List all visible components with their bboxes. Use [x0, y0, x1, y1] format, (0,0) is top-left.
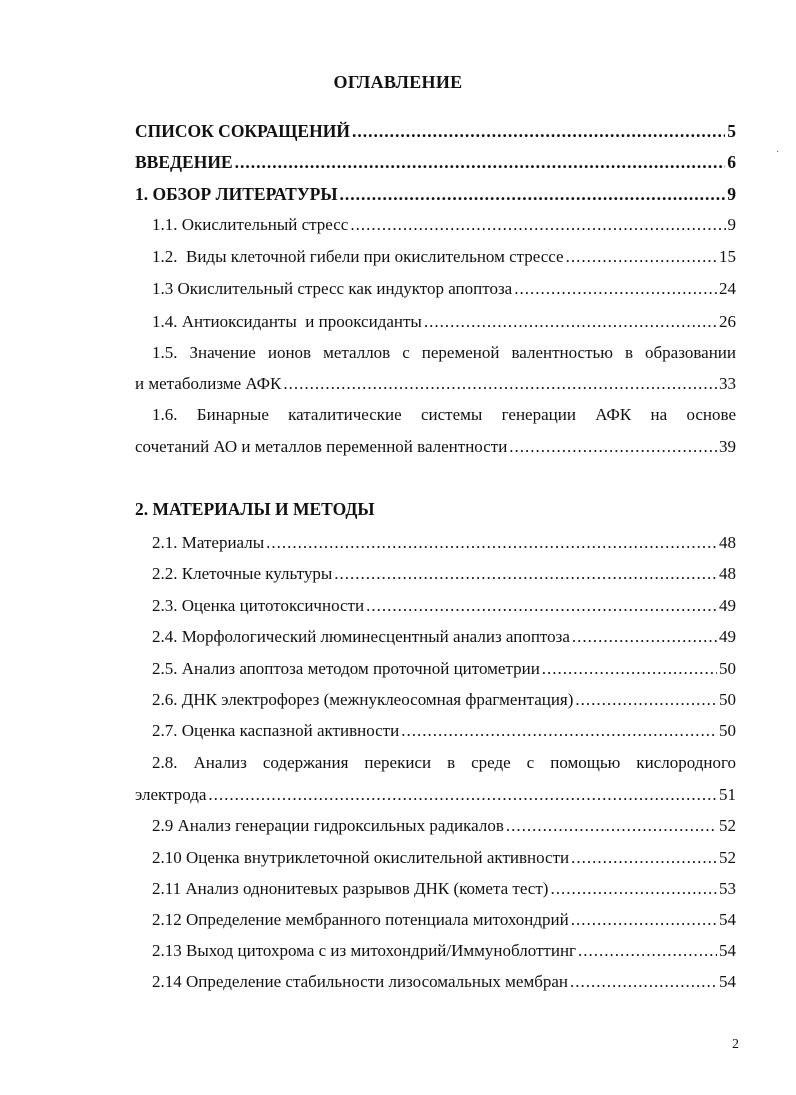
toc-entry-1-1[interactable] [152, 215, 736, 235]
margin-mark: · [776, 147, 780, 158]
toc-entry-page: 49 [719, 627, 736, 646]
toc-entry-2-8-line1[interactable]: 2.8. Анализ содержания перекиси в среде с помощью кислородного [152, 753, 736, 772]
toc-leader [266, 533, 717, 553]
toc-leader [340, 184, 726, 204]
toc-leader [366, 596, 717, 616]
toc-entry-2-12[interactable] [152, 910, 736, 930]
toc-leader [401, 721, 717, 741]
toc-entry-1-4[interactable] [152, 312, 736, 332]
toc-entry-page: 54 [719, 910, 736, 929]
toc-entry-abbreviations[interactable] [135, 121, 736, 141]
page-title: ОГЛАВЛЕНИЕ [333, 72, 463, 92]
toc-entry-page: 26 [719, 312, 736, 331]
toc-entry-label: 2.10 Оценка внутриклеточной окислительной активности [152, 848, 570, 867]
toc-leader [334, 564, 717, 584]
toc-entry-label: 2.3. Оценка цитотоксичности [152, 596, 365, 615]
toc-entry-label: 1.4. Антиоксиданты и прооксиданты [152, 312, 422, 331]
toc-entry-section-2[interactable] [135, 499, 736, 519]
toc-entry-label: 1.1. Окислительный стресс [152, 215, 349, 234]
toc-entry-2-9[interactable] [152, 816, 736, 836]
toc-entry-1-6[interactable] [135, 437, 736, 457]
toc-entry-2-6[interactable] [152, 690, 736, 710]
toc-entry-label: 1.2. Виды клеточной гибели при окислительном стрессе [152, 247, 564, 266]
page-number: 2 [732, 1037, 739, 1052]
toc-entry-page: 39 [719, 437, 736, 456]
toc-entry-1-5[interactable] [135, 374, 736, 394]
toc-entry-page: 52 [719, 848, 736, 867]
toc-entry-2-2[interactable] [152, 564, 736, 584]
toc-entry-label: 2.1. Материалы [152, 533, 265, 552]
toc-entry-2-4[interactable] [152, 627, 736, 647]
toc-entry-label: электрода [135, 785, 207, 804]
toc-leader [506, 816, 717, 836]
toc-entry-label: 1. ОБЗОР ЛИТЕРАТУРЫ [135, 184, 338, 204]
toc-entry-page: 54 [719, 941, 736, 960]
toc-entry-2-11[interactable] [152, 879, 736, 899]
toc-leader [235, 152, 726, 172]
toc-entry-page: 24 [719, 279, 736, 298]
toc-entry-page: 9 [727, 184, 736, 204]
toc-entry-page: 48 [719, 564, 736, 583]
toc-leader [350, 215, 725, 235]
toc-entry-label: 2.12 Определение мембранного потенциала митохондрий [152, 910, 569, 929]
toc-entry-2-1[interactable] [152, 533, 736, 553]
toc-entry-2-10[interactable] [152, 848, 736, 868]
toc-entry-page: 9 [727, 215, 736, 234]
toc-entry-page: 54 [719, 972, 736, 991]
toc-leader [578, 941, 717, 961]
toc-entry-label: 2.5. Анализ апоптоза методом проточной цитометрии [152, 659, 540, 678]
toc-entry-page: 49 [719, 596, 736, 615]
toc-entry-page: 15 [719, 247, 736, 266]
toc-entry-page: 52 [719, 816, 736, 835]
toc-entry-label: 2.13 Выход цитохрома с из митохондрий/Иммуноблоттинг [152, 941, 577, 960]
toc-leader [283, 374, 717, 394]
toc-entry-label: 1.3 Окислительный стресс как индуктор апоптоза [152, 279, 513, 298]
toc-entry-label: 2.2. Клеточные культуры [152, 564, 333, 583]
toc-entry-label: и метаболизме АФК [135, 374, 282, 393]
toc-entry-label: 2.7. Оценка каспазной активности [152, 721, 400, 740]
toc-entry-2-5[interactable] [152, 659, 736, 679]
toc-entry-2-3[interactable] [152, 596, 736, 616]
toc-entry-page: 6 [727, 152, 736, 172]
toc-leader [550, 879, 717, 899]
toc-leader [352, 121, 725, 141]
toc-entry-label: СПИСОК СОКРАЩЕНИЙ [135, 121, 350, 141]
toc-entry-page: 53 [719, 879, 736, 898]
toc-leader [566, 247, 717, 267]
toc-entry-2-14[interactable] [152, 972, 736, 992]
toc-entry-page: 5 [727, 121, 736, 141]
toc-entry-section-1[interactable] [135, 184, 736, 204]
toc-entry-label: 2.6. ДНК электрофорез (межнуклеосомная фрагментация) [152, 690, 574, 709]
toc-entry-introduction[interactable] [135, 152, 736, 172]
toc-leader [424, 312, 717, 332]
toc-entry-2-7[interactable] [152, 721, 736, 741]
toc-leader [571, 848, 717, 868]
toc-entry-page: 33 [719, 374, 736, 393]
toc-entry-2-13[interactable] [152, 941, 736, 961]
toc-leader [571, 910, 717, 930]
toc-leader [572, 627, 717, 647]
toc-leader [509, 437, 717, 457]
toc-entry-page: 50 [719, 659, 736, 678]
toc-leader [208, 785, 717, 805]
toc-leader [514, 279, 717, 299]
toc-entry-page: 50 [719, 721, 736, 740]
toc-leader [575, 690, 717, 710]
toc-entry-label: 2. МАТЕРИАЛЫ И МЕТОДЫ [135, 499, 375, 519]
toc-leader [570, 972, 717, 992]
toc-entry-label: 2.9 Анализ генерации гидроксильных радикалов [152, 816, 504, 835]
toc-entry-page: 51 [719, 785, 736, 804]
toc-entry-1-5-line1[interactable]: 1.5. Значение ионов металлов с переменой валентностью в образовании [152, 343, 736, 362]
toc-entry-label: 2.11 Анализ однонитевых разрывов ДНК (комета тест) [152, 879, 549, 898]
toc-entry-label: сочетаний АО и металлов переменной валентности [135, 437, 508, 456]
toc-entry-1-6-line1[interactable]: 1.6. Бинарные каталитические системы генерации АФК на основе [152, 405, 736, 424]
toc-leader [542, 659, 717, 679]
toc-entry-1-2[interactable] [152, 247, 736, 267]
toc-entry-page: 50 [719, 690, 736, 709]
toc-entry-1-3[interactable] [152, 279, 736, 299]
toc-entry-label: 2.4. Морфологический люминесцентный анализ апоптоза [152, 627, 570, 646]
toc-entry-label: 2.14 Определение стабильности лизосомальных мембран [152, 972, 569, 991]
toc-entry-2-8[interactable] [135, 785, 736, 805]
toc-entry-page: 48 [719, 533, 736, 552]
toc-entry-label: ВВЕДЕНИЕ [135, 152, 233, 172]
